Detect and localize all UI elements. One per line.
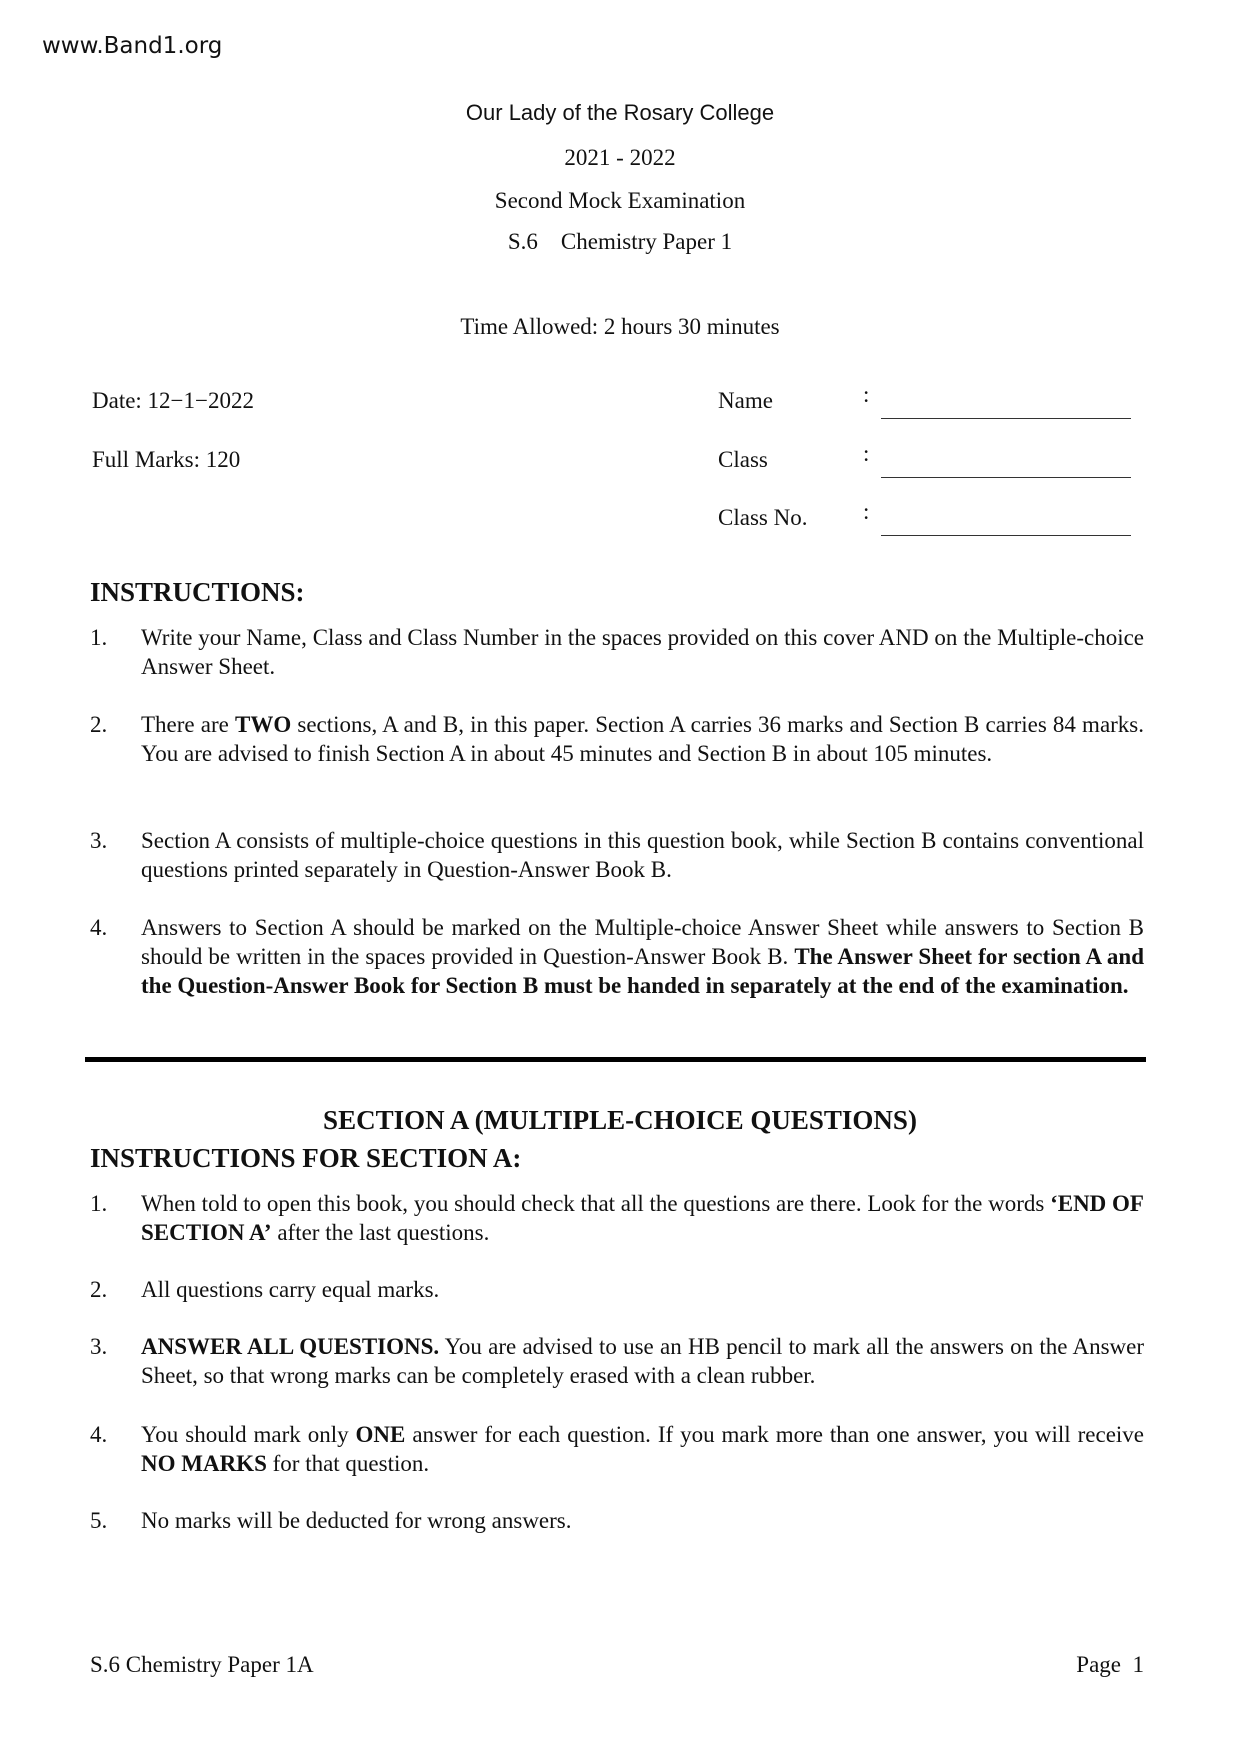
exam-title: Second Mock Examination [494, 188, 746, 213]
item-number: 2. [90, 712, 108, 737]
colon: : [863, 382, 870, 407]
item-text: When told to open this book, you should check that all the questions are there. Look for the words ‘END OF SECTION A’ after the last questions. [141, 1191, 1144, 1245]
class-no-label: Class No. [718, 505, 808, 530]
colon: : [863, 499, 870, 524]
full-marks: Full Marks: 120 [92, 447, 241, 472]
item-text: All questions carry equal marks. [141, 1277, 440, 1302]
exam-date: Date: 12−1−2022 [92, 388, 254, 413]
item-number: 3. [90, 828, 108, 853]
class-no-blank-line[interactable] [881, 535, 1131, 536]
instruction-item [90, 826, 1144, 884]
item-text: You should mark only ONE answer for each question. If you mark more than one answer, you will receive NO MARKS for that question. [141, 1422, 1145, 1476]
section-a-heading: SECTION A (MULTIPLE-CHOICE QUESTIONS) [323, 1105, 917, 1135]
class-field[interactable] [718, 441, 1148, 481]
item-text: There are TWO sections, A and B, in this paper. Section A carries 36 marks and Section B carries 84 marks. You are advised to finish Section A in about 45 minutes and Section B in about 105 minutes. [141, 712, 1145, 766]
class-no-field[interactable] [718, 499, 1148, 539]
item-number: 2. [90, 1277, 108, 1302]
name-field[interactable] [718, 382, 1148, 422]
footer-paper: S.6 Chemistry Paper 1A [90, 1652, 314, 1677]
section-a-item [90, 1420, 1144, 1478]
section-a-item [90, 1189, 1144, 1247]
section-a-instructions-heading: INSTRUCTIONS FOR SECTION A: [90, 1143, 522, 1173]
item-number: 4. [90, 1422, 108, 1447]
section-a-item [90, 1332, 1144, 1390]
class-blank-line[interactable] [881, 477, 1131, 478]
section-a-item [90, 1275, 1144, 1304]
instruction-item [90, 710, 1144, 768]
watermark: www.Band1.org [42, 33, 223, 59]
instruction-item [90, 623, 1144, 681]
time-allowed: Time Allowed: 2 hours 30 minutes [460, 314, 780, 339]
item-number: 4. [90, 915, 108, 940]
school-name: Our Lady of the Rosary College [465, 100, 775, 125]
name-blank-line[interactable] [881, 418, 1131, 419]
section-divider [85, 1057, 1146, 1062]
item-number: 3. [90, 1334, 108, 1359]
instruction-item [90, 913, 1144, 1000]
class-label: Class [718, 447, 768, 472]
item-text: Section A consists of multiple-choice questions in this question book, while Section B contains conventional questions printed separately in Question-Answer Book B. [141, 828, 1144, 882]
item-number: 1. [90, 1191, 108, 1216]
section-a-item [90, 1506, 1144, 1535]
item-number: 5. [90, 1508, 108, 1533]
item-number: 1. [90, 625, 108, 650]
name-label: Name [718, 388, 773, 413]
page-number: Page 1 [1076, 1652, 1144, 1677]
paper-title: S.6 Chemistry Paper 1 [507, 229, 733, 254]
item-text: Write your Name, Class and Class Number in the spaces provided on this cover AND on the Multiple-choice Answer Sheet. [141, 625, 1144, 679]
colon: : [863, 441, 870, 466]
academic-year: 2021 - 2022 [564, 145, 676, 170]
instructions-heading: INSTRUCTIONS: [90, 577, 305, 607]
item-text: No marks will be deducted for wrong answers. [141, 1508, 572, 1533]
item-text: Answers to Section A should be marked on the Multiple-choice Answer Sheet while answers to Section B should be written in the spaces provided in Question-Answer Book B. The Answer Sheet for section A and the Question-Answer Book for Section B must be handed in separately at the end of the examination. [141, 915, 1144, 998]
item-text: ANSWER ALL QUESTIONS. You are advised to use an HB pencil to mark all the answers on the Answer Sheet, so that wrong marks can be completely erased with a clean rubber. [141, 1334, 1145, 1388]
